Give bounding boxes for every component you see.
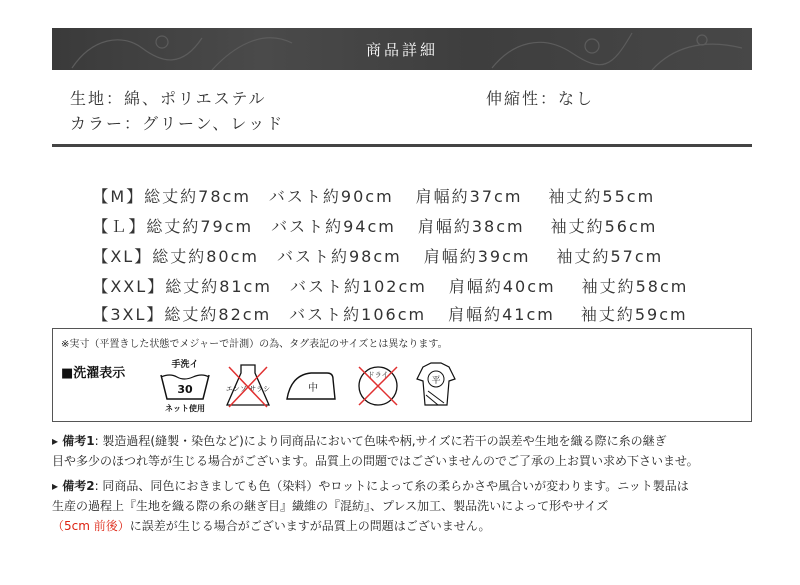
length-value: 総丈約78cm xyxy=(144,187,251,206)
bust-value: バスト約98cm xyxy=(276,247,402,266)
no-dry-clean-icon xyxy=(353,361,403,411)
remark-1 xyxy=(52,431,699,471)
section-header xyxy=(52,28,752,70)
size-label: 【XXL】 xyxy=(92,277,166,296)
length-value: 総丈約79cm xyxy=(146,217,254,236)
size-label: 【M】 xyxy=(92,187,145,206)
wash-net: ネット使用 xyxy=(165,404,205,413)
size-label: 【3XL】 xyxy=(92,305,165,324)
sleeve-value: 袖丈約56cm xyxy=(550,217,658,236)
size-label: 【Ｌ】 xyxy=(92,217,147,236)
sleeve-value: 袖丈約55cm xyxy=(548,187,656,206)
care-label: ■洗濯表示 xyxy=(61,366,126,381)
wash-temp: 30 xyxy=(177,383,193,396)
color-text: カラー：グリーン、レッド xyxy=(70,114,285,133)
sleeve-value: 袖丈約57cm xyxy=(556,247,664,266)
remark-2 xyxy=(52,476,689,536)
remark-1-line1: : 製造過程(縫製・染色など)により同商品において色味や柄,サイズに若干の誤差や生地を織る際に糸の継ぎ xyxy=(94,434,667,448)
shoulder-value: 肩幅約41cm xyxy=(448,305,555,324)
remark-2-red: （5cm 前後） xyxy=(52,519,130,533)
size-label: 【XL】 xyxy=(92,247,153,266)
fabric-text: 生地：綿、ポリエステル xyxy=(70,89,267,108)
length-value: 総丈約81cm xyxy=(165,277,272,296)
sleeve-value: 袖丈約59cm xyxy=(580,305,688,324)
measurement-note: ※実寸（平置きした状態でメジャーで計測）の為、タグ表記のサイズとは異なります。 xyxy=(61,339,448,350)
shoulder-value: 肩幅約37cm xyxy=(415,187,523,206)
remark-2-title: ▸ 備考2 xyxy=(52,479,95,493)
bleach-text: エンソ サラシ xyxy=(225,385,271,393)
bust-value: バスト約90cm xyxy=(268,187,394,206)
remark-2-line2: 生産の過程上『生地を織る際の糸の継ぎ目』繊維の『混紡』、プレス加工、製品洗いによって形やサイズ xyxy=(52,499,609,513)
flat-dry-icon xyxy=(413,359,459,411)
shoulder-value: 肩幅約38cm xyxy=(417,217,525,236)
iron-medium-icon xyxy=(283,365,339,405)
wash-text: 手洗イ xyxy=(171,360,199,370)
no-bleach-icon xyxy=(223,361,273,411)
remark-1-title: ▸ 備考1 xyxy=(52,434,95,448)
length-value: 総丈約82cm xyxy=(164,305,272,324)
shoulder-value: 肩幅約39cm xyxy=(423,247,531,266)
iron-text: 中 xyxy=(308,383,318,394)
sleeve-value: 袖丈約58cm xyxy=(581,277,689,296)
stretch-text: 伸縮性：なし xyxy=(486,89,595,108)
remark-1-line2: 目や多少のほつれ等が生じる場合がございます。品質上の問題ではございませんのでご了承の上お買い求め下さいませ。 xyxy=(52,454,699,468)
length-value: 総丈約80cm xyxy=(152,247,259,266)
bust-value: バスト約106cm xyxy=(289,305,427,324)
header-title: 商品詳細 xyxy=(365,40,438,59)
bust-value: バスト約102cm xyxy=(289,277,427,296)
dryclean-text: ドライ xyxy=(367,371,389,379)
shoulder-value: 肩幅約40cm xyxy=(448,277,556,296)
divider xyxy=(52,144,752,147)
bust-value: バスト約94cm xyxy=(271,217,396,236)
hand-wash-icon xyxy=(155,355,215,415)
dry-text: 平 xyxy=(431,376,441,386)
care-box xyxy=(52,328,752,422)
remark-2-line3: に誤差が生じる場合がございますが品質上の問題はございません。 xyxy=(129,519,491,533)
remark-2-line1: : 同商品、同色におきましても色（染料）やロットによって糸の柔らかさや風合いが変わります。ニット製品は xyxy=(94,479,689,493)
